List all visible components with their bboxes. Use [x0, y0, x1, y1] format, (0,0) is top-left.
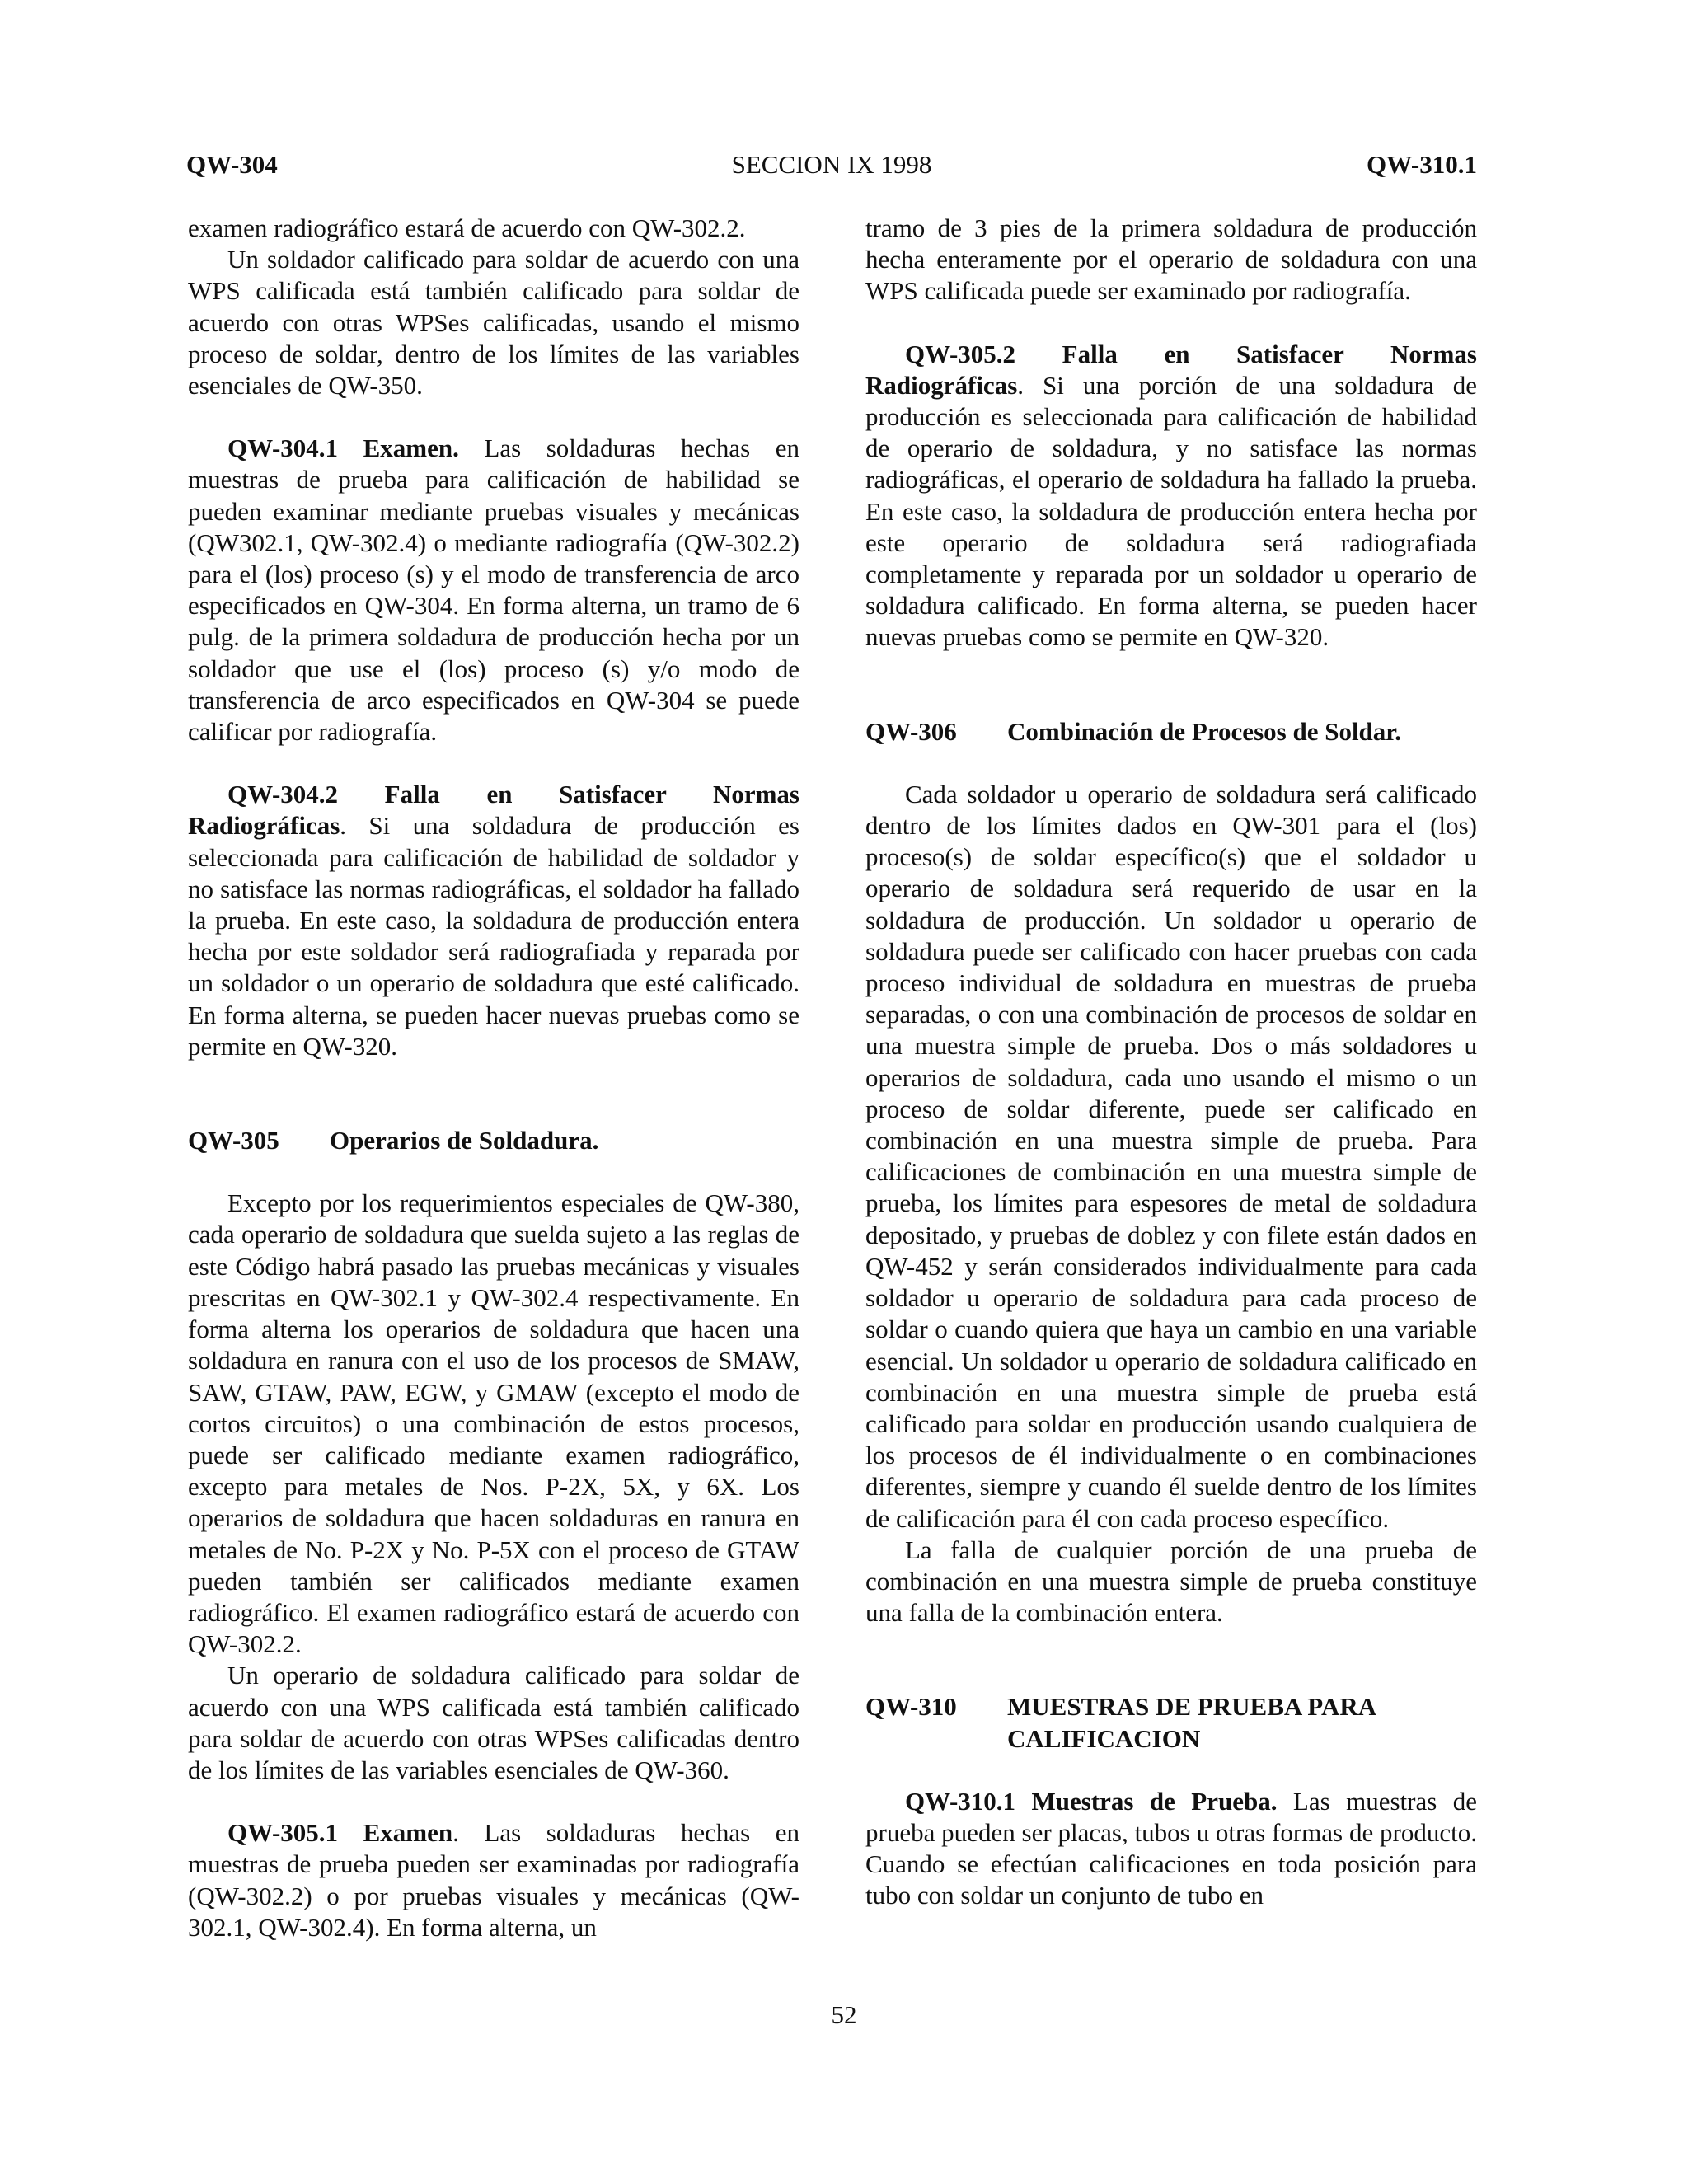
- subsection-title: QW-304.2 Falla en Satisfacer Normas Radiográficas: [188, 780, 799, 841]
- subsection-text: Las soldaduras hechas en muestras de prueba para calificación de habilidad se pueden examinar mediante pruebas visuales y mecánicas (QW302.1, QW-302.4) o mediante radiografía (QW-302.2) para el (los) proceso (s) y el modo de transferencia de arco especificados en QW-304. En forma alterna, un tramo de 6 pulg. de la primera soldadura de producción hecha por un soldador que use el (los) proceso (s) y/o modo de transferencia de arco especificados en QW-304 se puede calificar por radiografía.: [188, 434, 799, 747]
- subsection-title: QW-305.1 Examen: [227, 1818, 453, 1848]
- section-heading-qw310: [865, 1691, 1477, 1754]
- section-number: QW-306: [865, 716, 957, 746]
- page-number: 52: [831, 2000, 857, 2029]
- subsection-text: Las muestras de prueba pueden ser placas, tubos u otras formas de producto. Cuando se efectúan calificaciones en toda posición para tubo con soldar un conjunto de tubo en: [865, 1786, 1477, 1910]
- section-title: Operarios de Soldadura.: [330, 1126, 599, 1155]
- subsection-title: QW-305.2 Falla en Satisfacer Normas Radiográficas: [865, 339, 1477, 400]
- paragraph: La falla de cualquier porción de una prueba de combinación en una muestra simple de prueba constituye una falla de la combinación entera.: [865, 1535, 1477, 1628]
- section-number: QW-310: [865, 1692, 957, 1722]
- running-header: [186, 147, 1477, 183]
- section-heading-qw305: [188, 1125, 799, 1156]
- paragraph-qw305-1: [188, 1817, 799, 1943]
- paragraph-qw310-1: [865, 1786, 1477, 1912]
- paragraph: Un operario de soldadura calificado para soldar de acuerdo con una WPS calificada está también calificado para soldar de acuerdo con otras WPSes calificadas dentro de los límites de las variables esenciales de QW-360.: [188, 1661, 799, 1784]
- section-title: Combinación de Procesos de Soldar.: [1007, 716, 1401, 746]
- header-section-left: QW-304: [186, 150, 278, 179]
- paragraph: Excepto por los requerimientos especiales de QW-380, cada operario de soldadura que suelda sujeto a las reglas de este Código habrá pasado las pruebas mecánicas y visuales prescritas en QW-302.1 y QW-302.4 respectivamente. En forma alterna los operarios de soldadura que hacen una soldadura en ranura con el uso de los procesos de SMAW, SAW, GTAW, PAW, EGW, y GMAW (excepto el modo de cortos circuitos) o una combinación de estos procesos, puede ser calificado mediante examen radiográfico, excepto para metales de Nos. P-2X, 5X, y 6X. Los operarios de soldadura que hacen soldaduras en ranura en metales de No. P-2X y No. P-5X con el proceso de GTAW pueden también ser calificados mediante examen radiográfico. El examen radiográfico estará de acuerdo con QW-302.2.: [188, 1188, 799, 1659]
- subsection-title: QW-304.1 Examen.: [227, 434, 459, 463]
- paragraph: Un soldador calificado para soldar de acuerdo con una WPS calificada está también calificado para soldar de acuerdo con otras WPSes calificadas, usando el mismo proceso de soldar, dentro de los límites de las variables esenciales de QW-350.: [188, 245, 799, 401]
- left-column: [188, 213, 799, 1943]
- paragraph-qw304-1: [188, 433, 799, 748]
- subsection-text: . Las soldaduras hechas en muestras de prueba pueden ser examinadas por radiografía (QW-302.2) o por pruebas visuales y mecánicas (QW-302.1, QW-302.4). En forma alterna, un: [188, 1818, 799, 1942]
- section-title: MUESTRAS DE PRUEBA PARA CALIFICACION: [1007, 1692, 1376, 1753]
- subsection-title: QW-310.1 Muestras de Prueba.: [905, 1786, 1278, 1816]
- right-column: [865, 213, 1477, 1912]
- header-section-right: QW-310.1: [1366, 150, 1477, 179]
- paragraph-qw304-2: [188, 779, 799, 1062]
- paragraph: tramo de 3 pies de la primera soldadura de producción hecha enteramente por el operario de soldadura con una WPS calificada puede ser examinado por radiografía.: [865, 213, 1477, 306]
- subsection-text: . Si una soldadura de producción es seleccionada para calificación de habilidad de soldador y no satisface las normas radiográficas, el soldador ha fallado la prueba. En este caso, la soldadura de producción entera hecha por este soldador será radiografiada y reparada por un soldador o un operario de soldadura que esté calificado. En forma alterna, se pueden hacer nuevas pruebas como se permite en QW-320.: [188, 811, 799, 1061]
- paragraph: examen radiográfico estará de acuerdo con QW-302.2.: [188, 213, 746, 242]
- subsection-text: . Si una porción de una soldadura de producción es seleccionada para calificación de habilidad de operario de soldadura, y no satisface las normas radiográficas, el operario de soldadura ha fallado la prueba. En este caso, la soldadura de producción entera hecha por este operario de soldadura será radiografiada completamente y reparada por un soldador u operario de soldadura calificado. En forma alterna, se pueden hacer nuevas pruebas como se permite en QW-320.: [865, 370, 1477, 652]
- paragraph-qw305-2: [865, 339, 1477, 654]
- header-title: SECCION IX 1998: [731, 150, 932, 179]
- section-number: QW-305: [188, 1126, 279, 1155]
- section-heading-qw306: [865, 716, 1477, 748]
- paragraph: Cada soldador u operario de soldadura será calificado dentro de los límites dados en QW-301 para el (los) proceso(s) de soldar específico(s) que el soldador u operario de soldadura será requerido de usar en la soldadura de producción. Un soldador u operario de soldadura puede ser calificado con hacer pruebas con cada proceso individual de soldadura en muestras de prueba separadas, o con una combinación de procesos de soldar en una muestra simple de prueba. Dos o más soldadores u operarios de soldadura, cada uno usando el mismo o un proceso de soldar diferente, puede ser calificado en combinación en una muestra simple de prueba. Para calificaciones de combinación en una muestra simple de prueba, los límites para espesores de metal de soldadura depositado, y pruebas de doblez y con filete están dados en QW-452 y serán considerados individualmente para cada soldador u operario de soldadura para cada proceso de soldar o cuando quiera que haya un cambio en una variable esencial. Un soldador u operario de soldadura calificado en combinación en una muestra simple de prueba está calificado para soldar en producción usando cualquiera de los procesos de él individualmente o en combinaciones diferentes, siempre y cuando él suelde dentro de los límites de calificación para él con cada proceso específico.: [865, 779, 1477, 1533]
